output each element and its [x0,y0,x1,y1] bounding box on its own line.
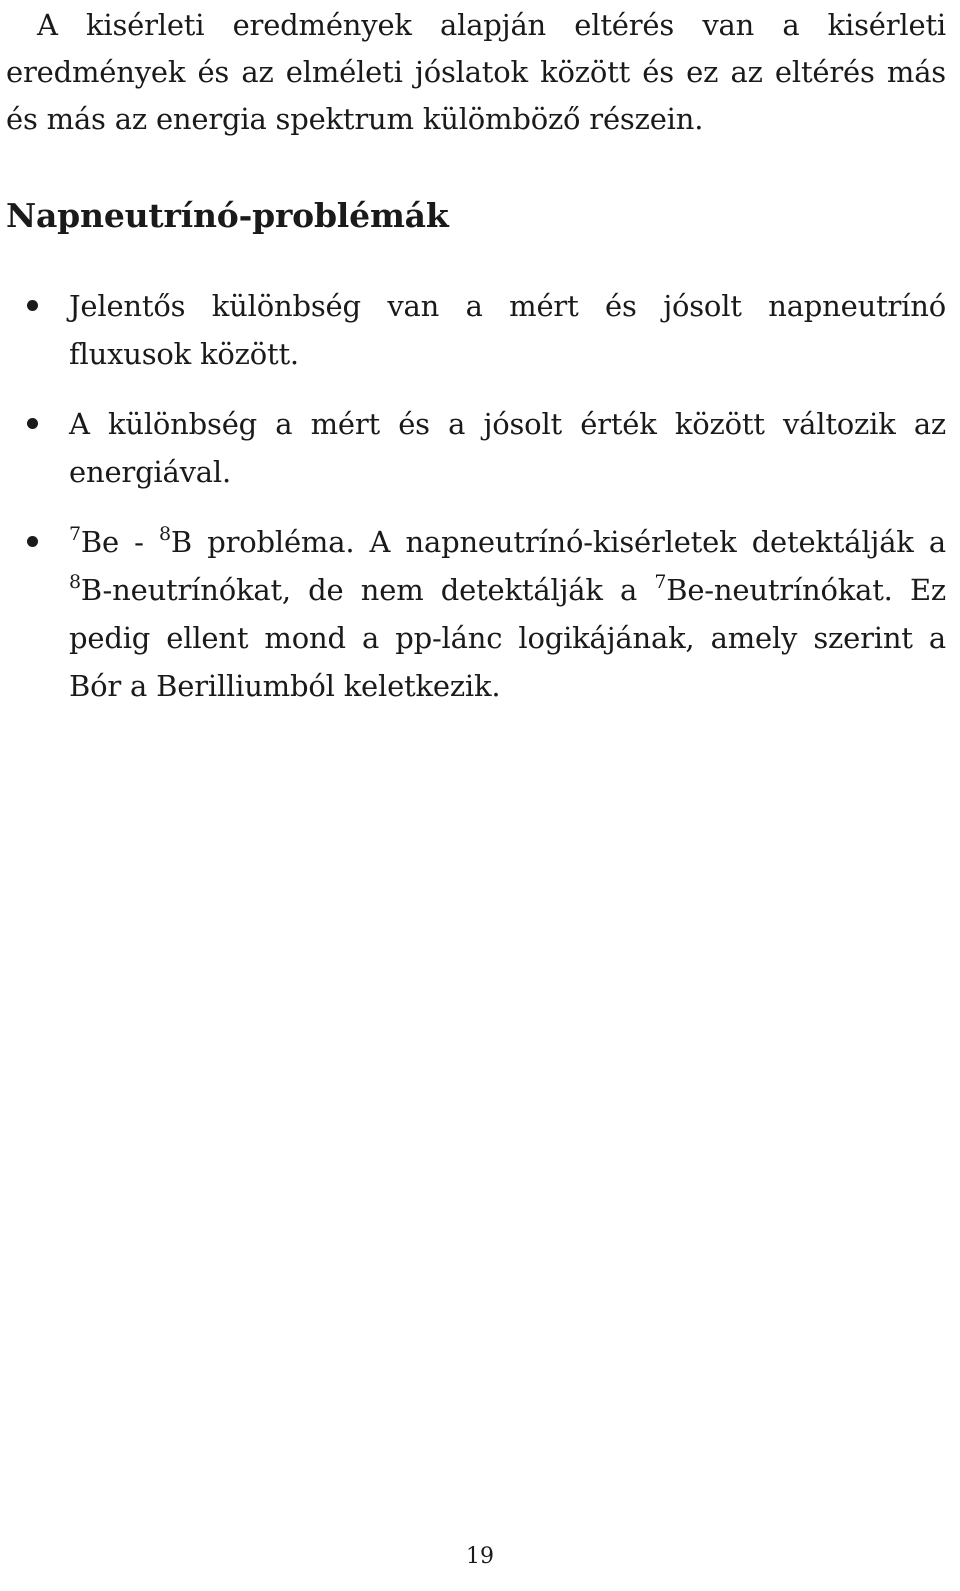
bullet-dot-icon [27,418,38,429]
bullet-list [6,282,946,710]
superscript-mass-number: 7 [654,571,667,593]
bullet-text-3-c: Be-neutrínókat. Ez pedig ellent mond a pp-lánc logikájának, amely szerint a Bór a Berilliumból keletkezik. [69,573,946,703]
superscript-mass-number: 8 [159,523,171,545]
page-number: 19 [466,1544,494,1569]
bullet-text-1: Jelentős különbség van a mért és jósolt napneutrínó fluxusok között. [69,289,946,371]
intro-paragraph: A kisérleti eredmények alapján eltérés van a kisérleti eredmények és az elméleti jóslatok között és ez az eltérés más és más az energia spektrum külömböző részein. [6,8,946,136]
bullet-item-1 [6,282,946,378]
bullet-item-3 [6,518,946,710]
superscript-mass-number: 7 [69,523,81,545]
bullet-dot-icon [27,300,38,311]
bullet-text-3-a: B probléma. A napneutrínó-kisérletek detektálják a [170,525,946,559]
superscript-mass-number: 8 [69,571,81,593]
bullet-text-3-b: B-neutrínókat, de nem detektálják a [80,573,655,607]
section-title: Napneutrínó-problémák [6,196,449,235]
document-page [6,0,946,732]
bullet-text-3-be: Be - [80,525,160,559]
bullet-item-2 [6,400,946,496]
bullet-text-2: A különbség a mért és a jósolt érték között változik az energiával. [69,407,946,489]
bullet-dot-icon [27,536,38,547]
